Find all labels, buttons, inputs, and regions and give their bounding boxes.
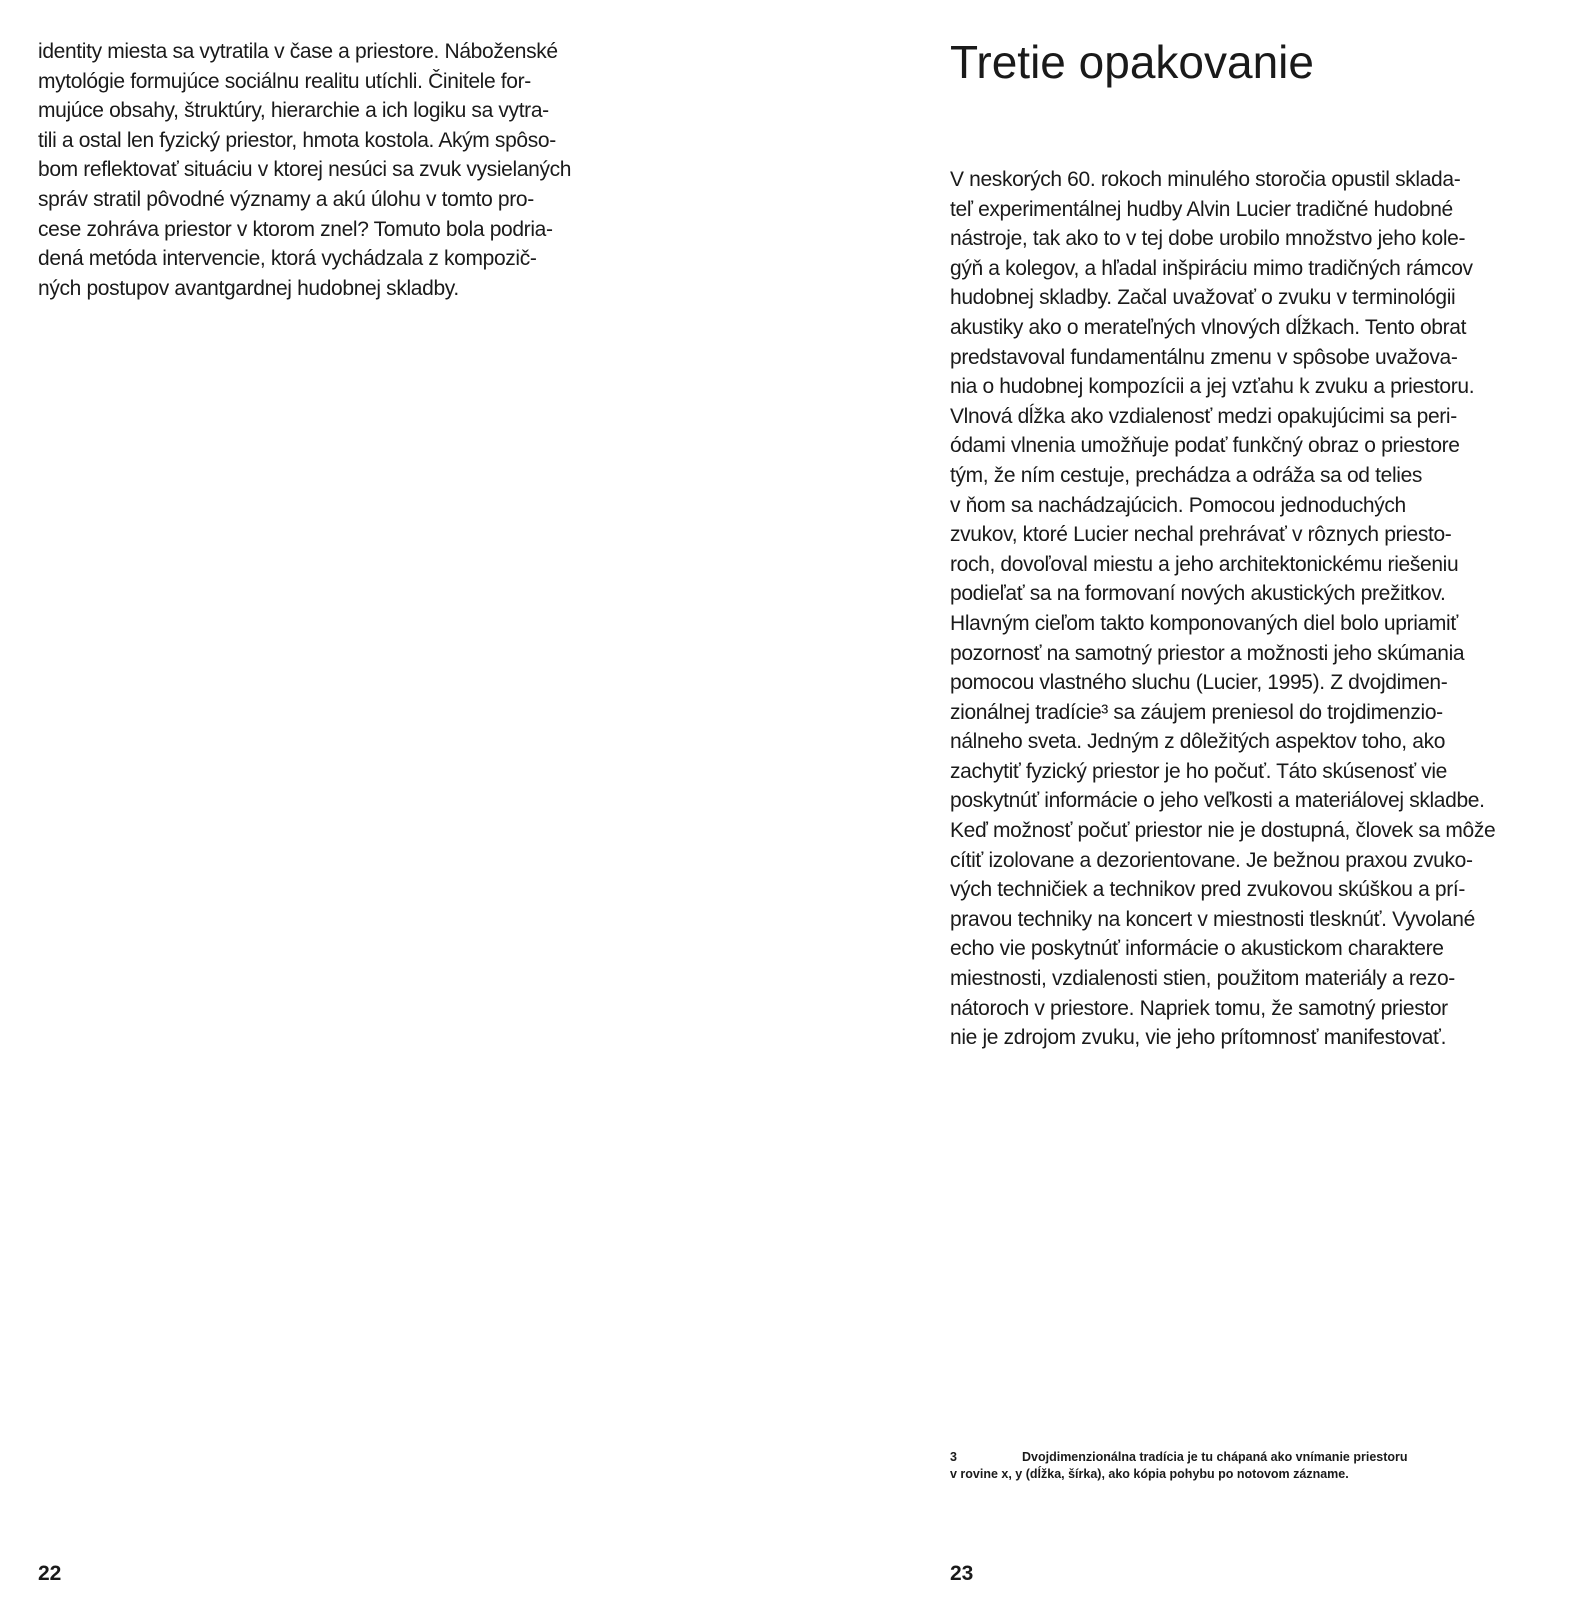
text-line: nástroje, tak ako to v tej dobe urobilo množstvo jeho kole-: [950, 227, 1466, 251]
footnote-number: 3: [950, 1450, 957, 1464]
text-line: nátoroch v priestore. Napriek tomu, že samotný priestor: [950, 996, 1448, 1020]
text-line: tili a ostal len fyzický priestor, hmota kostola. Akým spôso-: [38, 128, 556, 152]
text-line: Vlnová dĺžka ako vzdialenosť medzi opakujúcimi sa peri-: [950, 404, 1457, 428]
text-line: V neskorých 60. rokoch minulého storočia opustil sklada-: [950, 168, 1461, 191]
text-line: v ňom sa nachádzajúcich. Pomocou jednoduchých: [950, 493, 1406, 517]
text-line: roch, dovoľoval miestu a jeho architektonickému riešeniu: [950, 552, 1459, 576]
text-line: cese zohráva priestor v ktorom znel? Tomuto bola podria-: [38, 217, 553, 241]
text-line: podieľať sa na formovaní nových akustických prežitkov.: [950, 582, 1446, 606]
text-line: mujúce obsahy, štruktúry, hierarchie a ich logiku sa vytra-: [38, 99, 549, 123]
left-body-text: [38, 37, 571, 303]
text-line: správ stratil pôvodné významy a akú úlohu v tomto pro-: [38, 187, 534, 211]
right-page: [787, 0, 1575, 1615]
text-line: predstavoval fundamentálnu zmenu v spôsobe uvažova-: [950, 345, 1458, 369]
text-line: nálneho sveta. Jedným z dôležitých aspektov toho, ako: [950, 730, 1446, 754]
text-line: identity miesta sa vytratila v čase a priestore. Náboženské: [38, 40, 558, 63]
text-line: pomocou vlastného sluchu (Lucier, 1995). Z dvojdimen-: [950, 671, 1448, 695]
text-line: ných postupov avantgardnej hudobnej skladby.: [38, 276, 459, 300]
text-line: dená metóda intervencie, ktorá vychádzala z kompozič-: [38, 247, 537, 271]
text-line: gýň a kolegov, a hľadal inšpiráciu mimo tradičných rámcov: [950, 256, 1473, 280]
text-line: hudobnej skladby. Začal uvažovať o zvuku v terminológii: [950, 286, 1456, 310]
footnote-text: Dvojdimenzionálna tradícia je tu chápaná ako vnímanie priestoru: [1022, 1450, 1408, 1464]
left-page: [0, 0, 787, 1615]
text-line: teľ experimentálnej hudby Alvin Lucier tradičné hudobné: [950, 197, 1453, 221]
text-line: zvukov, ktoré Lucier nechal prehrávať v rôznych priesto-: [950, 523, 1452, 547]
text-line: akustiky ako o merateľných vlnových dĺžkach. Tento obrat: [950, 315, 1467, 339]
text-line: miestnosti, vzdialenosti stien, použitom materiály a rezo-: [950, 967, 1455, 991]
text-line: vých techničiek a technikov pred zvukovou skúškou a prí-: [950, 878, 1465, 902]
text-line: pravou techniky na koncert v miestnosti tlesknúť. Vyvolané: [950, 907, 1475, 931]
text-line: cítiť izolovane a dezorientovane. Je bežnou praxou zvuko-: [950, 848, 1473, 872]
footnote: [950, 1449, 1408, 1483]
footnote-line: v rovine x, y (dĺžka, šírka), ako kópia pohybu po notovom zázname.: [950, 1467, 1349, 1481]
text-line: zionálnej tradície³ sa záujem preniesol do trojdimenzio-: [950, 700, 1443, 724]
text-line: ódami vlnenia umožňuje podať funkčný obraz o priestore: [950, 434, 1460, 458]
text-line: zachytiť fyzický priestor je ho počuť. Táto skúsenosť vie: [950, 759, 1448, 783]
text-line: poskytnúť informácie o jeho veľkosti a materiálovej skladbe.: [950, 789, 1485, 813]
text-line: nie je zdrojom zvuku, vie jeho prítomnosť manifestovať.: [950, 1026, 1447, 1050]
right-body-text: [950, 165, 1495, 1053]
text-line: bom reflektovať situáciu v ktorej nesúci sa zvuk vysielaných: [38, 158, 572, 182]
page-number-left: 22: [38, 1562, 62, 1585]
text-line: tým, že ním cestuje, prechádza a odráža sa od telies: [950, 463, 1423, 487]
text-line: echo vie poskytnúť informácie o akustickom charaktere: [950, 937, 1444, 961]
footnote-line: [950, 1449, 1408, 1466]
text-line: Keď možnosť počuť priestor nie je dostupná, človek sa môže: [950, 819, 1496, 843]
text-line: nia o hudobnej kompozícii a jej vzťahu k zvuku a priestoru.: [950, 375, 1475, 399]
text-line: pozornosť na samotný priestor a možnosti jeho skúmania: [950, 641, 1465, 665]
page-number-right: 23: [950, 1562, 974, 1585]
section-title: Tretie opakovanie: [950, 36, 1314, 88]
text-line: Hlavným cieľom takto komponovaných diel bolo upriamiť: [950, 611, 1458, 635]
text-line: mytológie formujúce sociálnu realitu utíchli. Činitele for-: [38, 69, 531, 93]
